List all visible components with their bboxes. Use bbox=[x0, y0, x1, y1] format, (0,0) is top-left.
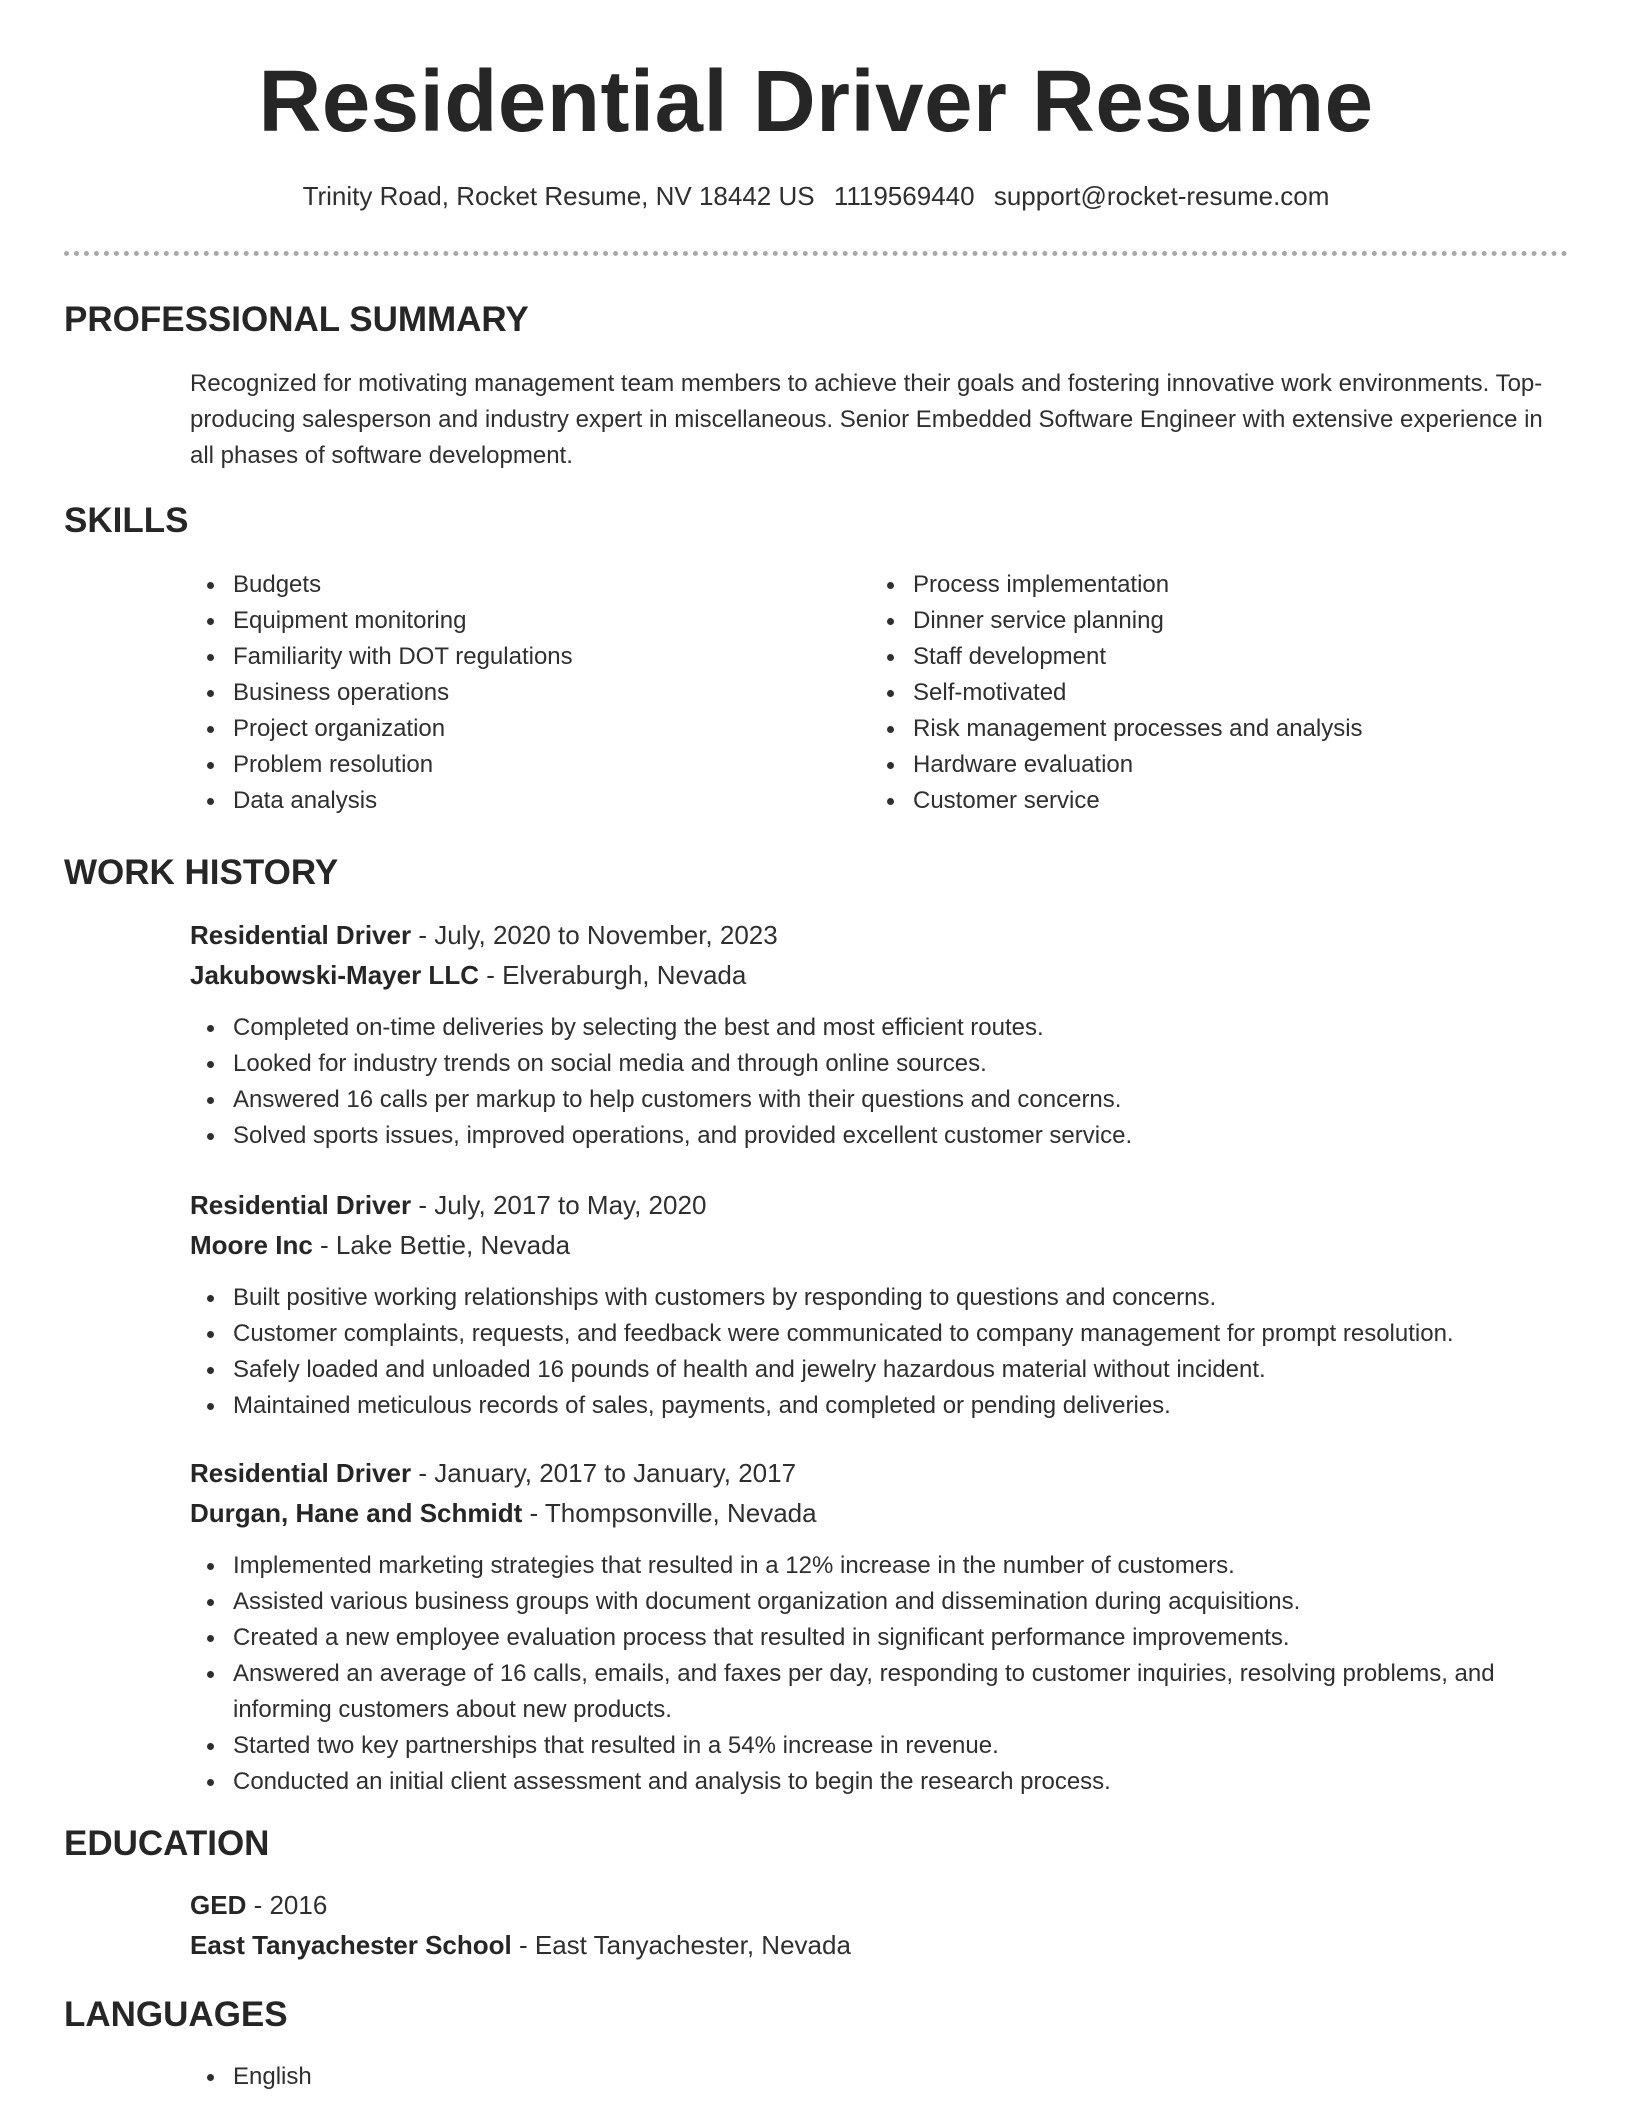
skill-item: Process implementation bbox=[870, 567, 1570, 603]
job-title-line bbox=[190, 1460, 796, 1486]
job-bullets bbox=[190, 1010, 1570, 1154]
job-bullet: Answered an average of 16 calls, emails, and faxes per day, responding to customer inquiries, resolving problems, and informing customers about new products. bbox=[190, 1656, 1570, 1728]
skill-item: Risk management processes and analysis bbox=[870, 711, 1570, 747]
skill-item: Customer service bbox=[870, 783, 1570, 819]
job-company: Jakubowski-Mayer LLC bbox=[190, 960, 479, 990]
job-title: Residential Driver bbox=[190, 1190, 412, 1220]
skill-item: Data analysis bbox=[190, 783, 850, 819]
job-bullet: Completed on-time deliveries by selecting the best and most efficient routes. bbox=[190, 1010, 1570, 1046]
language-item: English bbox=[190, 2059, 1570, 2095]
skill-item: Equipment monitoring bbox=[190, 603, 850, 639]
education-school: East Tanyachester School bbox=[190, 1930, 512, 1960]
skill-item: Problem resolution bbox=[190, 747, 850, 783]
job-bullets bbox=[190, 1548, 1570, 1800]
job-bullets bbox=[190, 1280, 1570, 1424]
header-divider bbox=[64, 251, 1568, 256]
job-title-line bbox=[190, 922, 778, 948]
job-bullet: Maintained meticulous records of sales, payments, and completed or pending deliveries. bbox=[190, 1388, 1570, 1424]
skill-item: Self-motivated bbox=[870, 675, 1570, 711]
education-degree: GED bbox=[190, 1890, 247, 1920]
skill-item: Familiarity with DOT regulations bbox=[190, 639, 850, 675]
contact-line bbox=[0, 181, 1632, 212]
skill-item: Staff development bbox=[870, 639, 1570, 675]
job-title: Residential Driver bbox=[190, 1458, 412, 1488]
job-dates: - July, 2017 to May, 2020 bbox=[411, 1190, 707, 1220]
education-degree-line bbox=[190, 1892, 327, 1918]
skills-heading: SKILLS bbox=[64, 501, 189, 540]
job-company-line bbox=[190, 962, 746, 988]
languages-list bbox=[190, 2059, 1570, 2095]
job-location: - Thompsonville, Nevada bbox=[522, 1498, 817, 1528]
job-company-line bbox=[190, 1232, 570, 1258]
job-company: Moore Inc bbox=[190, 1230, 313, 1260]
education-year: - 2016 bbox=[246, 1890, 328, 1920]
resume-title: Residential Driver Resume bbox=[258, 53, 1374, 150]
job-bullet: Created a new employee evaluation process that resulted in significant performance improvements. bbox=[190, 1620, 1570, 1656]
job-company: Durgan, Hane and Schmidt bbox=[190, 1498, 523, 1528]
job-bullet: Conducted an initial client assessment and analysis to begin the research process. bbox=[190, 1764, 1570, 1800]
job-bullet: Customer complaints, requests, and feedback were communicated to company management for prompt resolution. bbox=[190, 1316, 1570, 1352]
skills-list-right bbox=[870, 567, 1570, 819]
skill-item: Budgets bbox=[190, 567, 850, 603]
job-location: - Lake Bettie, Nevada bbox=[312, 1230, 571, 1260]
job-bullet: Started two key partnerships that resulted in a 54% increase in revenue. bbox=[190, 1728, 1570, 1764]
skill-item: Project organization bbox=[190, 711, 850, 747]
contact-email: support@rocket-resume.com bbox=[993, 181, 1330, 211]
languages-heading: LANGUAGES bbox=[64, 1995, 288, 2034]
job-bullet: Safely loaded and unloaded 16 pounds of health and jewelry hazardous material without incident. bbox=[190, 1352, 1570, 1388]
job-title-line bbox=[190, 1192, 706, 1218]
job-bullet: Implemented marketing strategies that resulted in a 12% increase in the number of customers. bbox=[190, 1548, 1570, 1584]
job-dates: - July, 2020 to November, 2023 bbox=[411, 920, 778, 950]
contact-address: Trinity Road, Rocket Resume, NV 18442 US bbox=[302, 181, 815, 211]
education-location: - East Tanyachester, Nevada bbox=[511, 1930, 851, 1960]
job-bullet: Solved sports issues, improved operations, and provided excellent customer service. bbox=[190, 1118, 1570, 1154]
work-history-heading: WORK HISTORY bbox=[64, 853, 339, 892]
job-company-line bbox=[190, 1500, 817, 1526]
education-school-line bbox=[190, 1932, 851, 1958]
job-dates: - January, 2017 to January, 2017 bbox=[411, 1458, 797, 1488]
skill-item: Hardware evaluation bbox=[870, 747, 1570, 783]
contact-phone: 1119569440 bbox=[833, 181, 975, 211]
job-bullet: Answered 16 calls per markup to help customers with their questions and concerns. bbox=[190, 1082, 1570, 1118]
summary-heading: PROFESSIONAL SUMMARY bbox=[64, 300, 529, 339]
skill-item: Dinner service planning bbox=[870, 603, 1570, 639]
skill-item: Business operations bbox=[190, 675, 850, 711]
job-bullet: Looked for industry trends on social media and through online sources. bbox=[190, 1046, 1570, 1082]
education-heading: EDUCATION bbox=[64, 1824, 270, 1863]
job-bullet: Assisted various business groups with document organization and dissemination during acquisitions. bbox=[190, 1584, 1570, 1620]
summary-text: Recognized for motivating management team members to achieve their goals and fostering innovative work environments. Top-producing salesperson and industry expert in miscellaneous. Senior Embedded Software Engineer with extensive experience in all phases of software development. bbox=[190, 370, 1543, 469]
job-bullet: Built positive working relationships with customers by responding to questions and concerns. bbox=[190, 1280, 1570, 1316]
job-location: - Elveraburgh, Nevada bbox=[478, 960, 747, 990]
skills-list-left bbox=[190, 567, 850, 819]
job-title: Residential Driver bbox=[190, 920, 412, 950]
